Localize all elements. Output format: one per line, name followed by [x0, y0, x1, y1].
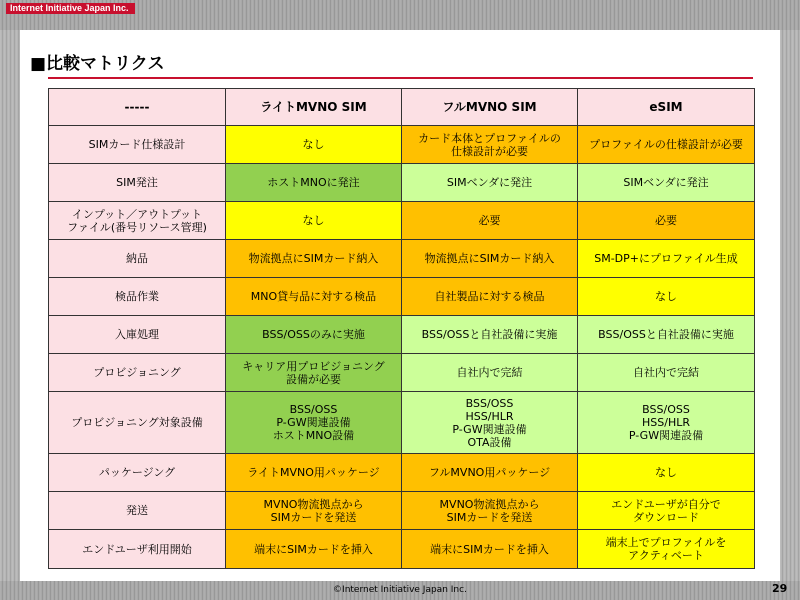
table-cell: BSS/OSS HSS/HLR P-GW関連設備 OTA設備: [402, 392, 578, 454]
table-cell: エンドユーザが自分で ダウンロード: [578, 492, 755, 530]
page-number: 29: [772, 582, 788, 595]
header-cell-esim: eSIM: [578, 89, 755, 126]
table-cell: プロファイルの仕様設計が必要: [578, 126, 755, 164]
row-label: パッケージング: [49, 454, 226, 492]
table-row: [49, 126, 755, 164]
table-cell: ホストMNOに発注: [226, 164, 402, 202]
slide-title: ■比較マトリクス: [30, 54, 165, 74]
left-border: [0, 30, 20, 581]
comparison-matrix: [48, 88, 755, 569]
row-label: プロビジョニング: [49, 354, 226, 392]
table-row: [49, 316, 755, 354]
table-cell: なし: [226, 202, 402, 240]
row-label: SIM発注: [49, 164, 226, 202]
copyright-footer: ©Internet Initiative Japan Inc.: [333, 585, 467, 595]
table-cell: 物流拠点にSIMカード納入: [226, 240, 402, 278]
table-row: [49, 202, 755, 240]
table-cell: 自社内で完結: [402, 354, 578, 392]
row-label: 入庫処理: [49, 316, 226, 354]
table-cell: 自社製品に対する検品: [402, 278, 578, 316]
table-cell: BSS/OSSと自社設備に実施: [402, 316, 578, 354]
table-cell: BSS/OSS P-GW関連設備 ホストMNO設備: [226, 392, 402, 454]
table-row: [49, 240, 755, 278]
table-cell: SIMベンダに発注: [402, 164, 578, 202]
table-cell: BSS/OSSと自社設備に実施: [578, 316, 755, 354]
row-label: 発送: [49, 492, 226, 530]
table-cell: カード本体とプロファイルの 仕様設計が必要: [402, 126, 578, 164]
table-cell: 自社内で完結: [578, 354, 755, 392]
table-cell: 必要: [578, 202, 755, 240]
header-row: [49, 89, 755, 126]
table-cell: なし: [578, 278, 755, 316]
table-cell: SIMベンダに発注: [578, 164, 755, 202]
table-cell: 端末にSIMカードを挿入: [226, 530, 402, 569]
table-cell: BSS/OSS HSS/HLR P-GW関連設備: [578, 392, 755, 454]
table-row: [49, 354, 755, 392]
table-cell: キャリア用プロビジョニング 設備が必要: [226, 354, 402, 392]
table-row: [49, 392, 755, 454]
table-cell: SM-DP+にプロファイル生成: [578, 240, 755, 278]
row-label: エンドユーザ利用開始: [49, 530, 226, 569]
header-cell-full-mvno: フルMVNO SIM: [402, 89, 578, 126]
table-cell: フルMVNO用パッケージ: [402, 454, 578, 492]
table-row: [49, 492, 755, 530]
table-cell: ライトMVNO用パッケージ: [226, 454, 402, 492]
table-cell: 物流拠点にSIMカード納入: [402, 240, 578, 278]
row-label: プロビジョニング対象設備: [49, 392, 226, 454]
table-cell: BSS/OSSのみに実施: [226, 316, 402, 354]
title-underline: [48, 77, 753, 79]
table-cell: なし: [578, 454, 755, 492]
top-bar: [0, 0, 800, 30]
header-cell-light-mvno: ライトMVNO SIM: [226, 89, 402, 126]
table-cell: MVNO物流拠点から SIMカードを発送: [226, 492, 402, 530]
brand-logo: Internet Initiative Japan Inc.: [6, 3, 135, 14]
row-label: SIMカード仕様設計: [49, 126, 226, 164]
table-row: [49, 530, 755, 569]
table-row: [49, 278, 755, 316]
table-row: [49, 454, 755, 492]
header-cell-label: -----: [49, 89, 226, 126]
row-label: インプット／アウトプット ファイル(番号リソース管理): [49, 202, 226, 240]
right-border: [780, 30, 800, 581]
table-row: [49, 164, 755, 202]
table-cell: MVNO物流拠点から SIMカードを発送: [402, 492, 578, 530]
table-cell: MNO貸与品に対する検品: [226, 278, 402, 316]
table-cell: 必要: [402, 202, 578, 240]
table-cell: 端末上でプロファイルを アクティベート: [578, 530, 755, 569]
row-label: 検品作業: [49, 278, 226, 316]
table-cell: 端末にSIMカードを挿入: [402, 530, 578, 569]
row-label: 納品: [49, 240, 226, 278]
table-cell: なし: [226, 126, 402, 164]
